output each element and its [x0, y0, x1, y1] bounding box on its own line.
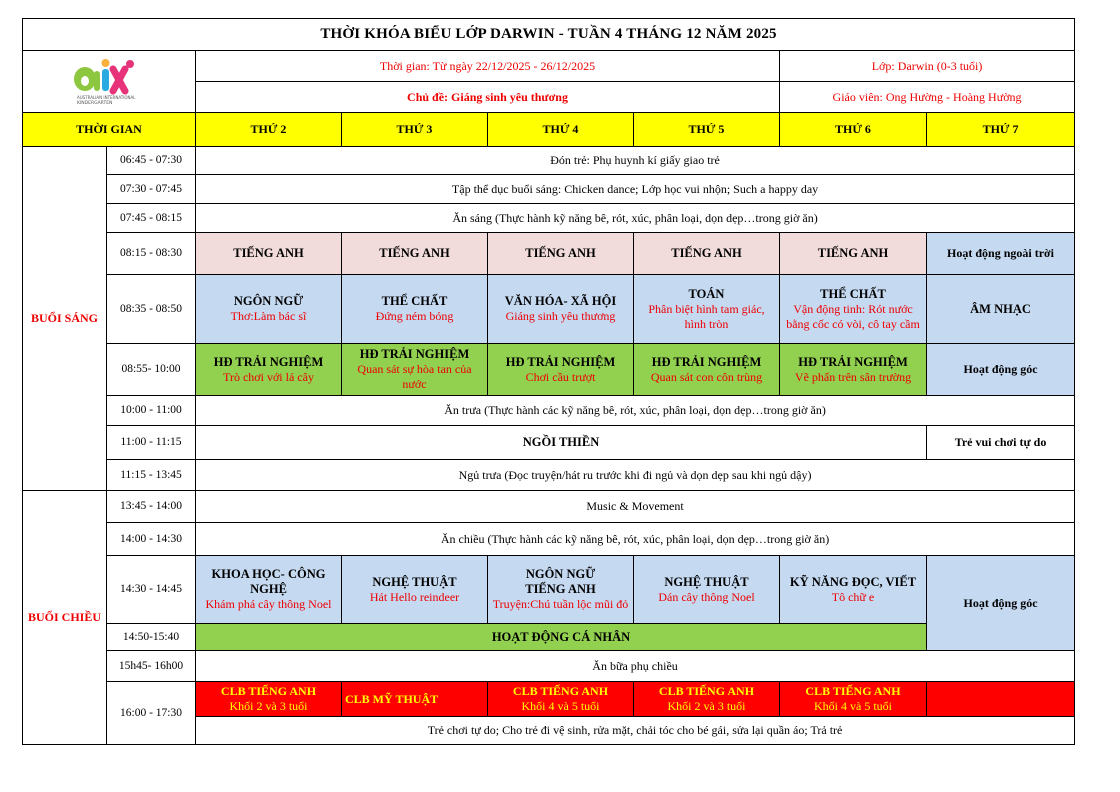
club-cell-empty [927, 682, 1075, 717]
subject-title: THỂ CHẤT [820, 286, 886, 301]
club-title: CLB TIẾNG ANH [220, 684, 317, 698]
meditation-row: NGỒI THIỀN [196, 426, 927, 460]
english-cell: TIẾNG ANH [780, 233, 927, 275]
class-name: Lớp: Darwin (0-3 tuổi) [780, 51, 1075, 82]
arrival-row: Đón trẻ: Phụ huynh kí giấy giao trẻ [196, 147, 1075, 175]
time-slot: 11:15 - 13:45 [107, 460, 196, 491]
snack-row: Ăn chiều (Thực hành các kỹ năng bê, rót, xúc, phân loại, dọn dẹp…trong giờ ăn) [196, 523, 1075, 556]
time-slot: 14:30 - 14:45 [107, 556, 196, 624]
experience-detail: Quan sát con côn trùng [650, 369, 763, 384]
breakfast-row: Ăn sáng (Thực hành kỹ năng bê, rót, xúc, phân loại, dọn dẹp…trong giờ ăn) [196, 204, 1075, 233]
afternoon-subject-cell [634, 556, 780, 624]
club-title: CLB MỸ THUẬT [345, 691, 439, 706]
subject-detail: Giáng sinh yêu thương [505, 309, 616, 323]
club-detail: Khối 4 và 5 tuổi [521, 699, 600, 713]
time-slot: 16:00 - 17:30 [107, 682, 196, 745]
experience-cell [488, 344, 634, 396]
experience-title: HĐ TRẢI NGHIỆM [359, 347, 470, 361]
club-title: CLB TIẾNG ANH [658, 684, 755, 698]
session-afternoon: BUỔI CHIỀU [23, 491, 107, 745]
subject-detail: Vận động tinh: Rót nước bằng cốc có vòi, cô tay cầm [786, 301, 920, 331]
subject-detail: Đứng ném bóng [375, 309, 454, 323]
time-slot: 14:50-15:40 [107, 624, 196, 651]
english-cell: TIẾNG ANH [488, 233, 634, 275]
exercise-row: Tập thể dục buổi sáng: Chicken dance; Lớp học vui nhộn; Such a happy day [196, 175, 1075, 204]
afternoon-subject-cell [196, 556, 342, 624]
header-day-wed: THỨ 4 [488, 113, 634, 147]
session-morning: BUỔI SÁNG [23, 147, 107, 491]
experience-detail: Trò chơi với lá cây [223, 369, 314, 384]
english-cell: TIẾNG ANH [196, 233, 342, 275]
club-title: CLB TIẾNG ANH [805, 684, 901, 698]
subject-detail: Hát Hello reindeer [369, 589, 460, 604]
timetable [22, 18, 1075, 745]
time-slot: 07:30 - 07:45 [107, 175, 196, 204]
subject-detail: Tô chữ e [831, 589, 875, 604]
afternoon-subject-cell [488, 556, 634, 624]
experience-cell [196, 344, 342, 396]
light-meal-row: Ăn bữa phụ chiều [196, 651, 1075, 682]
theme: Chủ đề: Giáng sinh yêu thương [196, 82, 780, 113]
time-slot: 14:00 - 14:30 [107, 523, 196, 556]
english-cell: TIẾNG ANH [634, 233, 780, 275]
experience-title: HĐ TRẢI NGHIỆM [651, 354, 762, 369]
subject-cell [342, 275, 488, 344]
music-movement-row: Music & Movement [196, 491, 1075, 523]
date-range: Thời gian: Từ ngày 22/12/2025 - 26/12/2025 [196, 51, 780, 82]
header-day-mon: THỨ 2 [196, 113, 342, 147]
afternoon-subject-cell [780, 556, 927, 624]
experience-title: HĐ TRẢI NGHIỆM [798, 354, 908, 369]
afternoon-subject-cell [342, 556, 488, 624]
subject-cell [780, 275, 927, 344]
experience-cell [634, 344, 780, 396]
subject-detail: Truyện:Chú tuần lộc mũi đỏ [492, 597, 629, 611]
subject-detail: Dán cây thông Noel [658, 589, 755, 604]
subject-title: KHOA HỌC- CÔNG NGHỆ [211, 567, 326, 596]
time-slot: 07:45 - 08:15 [107, 204, 196, 233]
subject-detail: Thơ:Làm bác sĩ [230, 309, 307, 323]
time-slot: 15h45- 16h00 [107, 651, 196, 682]
header-day-sat: THỨ 7 [927, 113, 1075, 147]
svg-text:AUSTRALIAN INTERNATIONAL: AUSTRALIAN INTERNATIONAL [77, 94, 136, 100]
subject-title: NGHỆ THUẬT [664, 574, 749, 589]
lunch-row: Ăn trưa (Thực hành các kỹ năng bê, rót, xúc, phân loại, dọn dẹp…trong giờ ăn) [196, 396, 1075, 426]
outdoor-activity-cell: Hoạt động ngoài trời [927, 233, 1075, 275]
club-cell [342, 682, 488, 717]
club-title: CLB TIẾNG ANH [512, 684, 609, 698]
nap-row: Ngủ trưa (Đọc truyện/hát ru trước khi đi ngủ và dọn dẹp sau khi ngủ dậy) [196, 460, 1075, 491]
experience-detail: Chơi cầu trượt [525, 369, 596, 384]
page-title: THỜI KHÓA BIỂU LỚP DARWIN - TUẦN 4 THÁNG 12 NĂM 2025 [23, 19, 1075, 51]
aik-logo-icon [69, 55, 149, 109]
subject-cell [488, 275, 634, 344]
subject-title: NGHỆ THUẬT [372, 574, 457, 589]
individual-activity-row: HOẠT ĐỘNG CÁ NHÂN [196, 624, 927, 651]
free-play-cell: Trẻ vui chơi tự do [927, 426, 1075, 460]
subject-cell [196, 275, 342, 344]
subject-title: NGÔN NGỮ TIẾNG ANH [525, 567, 596, 596]
experience-detail: Quan sát sự hòa tan của nước [357, 362, 472, 391]
subject-title: THỂ CHẤT [381, 294, 448, 308]
time-slot: 08:35 - 08:50 [107, 275, 196, 344]
english-cell: TIẾNG ANH [342, 233, 488, 275]
club-detail: Khối 4 và 5 tuổi [814, 699, 892, 713]
experience-cell [342, 344, 488, 396]
subject-title: NGÔN NGỮ [233, 294, 304, 308]
header-time: THỜI GIAN [23, 113, 196, 147]
subject-detail: Khám phá cây thông Noel [205, 597, 332, 611]
experience-cell [780, 344, 927, 396]
subject-cell [634, 275, 780, 344]
corner-activity-cell: Hoạt động góc [927, 344, 1075, 396]
header-day-fri: THỨ 6 [780, 113, 927, 147]
club-cell [196, 682, 342, 717]
experience-title: HĐ TRẢI NGHIỆM [505, 354, 616, 369]
svg-text:KINDERGARTEN: KINDERGARTEN [77, 100, 113, 106]
subject-title: TOÁN [688, 286, 725, 301]
teachers: Giáo viên: Ong Hường - Hoàng Hường [780, 82, 1075, 113]
club-detail: Khối 2 và 3 tuổi [229, 699, 308, 713]
subject-title: VĂN HÓA- XÃ HỘI [504, 294, 617, 308]
club-cell [488, 682, 634, 717]
time-slot: 10:00 - 11:00 [107, 396, 196, 426]
time-slot: 06:45 - 07:30 [107, 147, 196, 175]
header-day-thu: THỨ 5 [634, 113, 780, 147]
time-slot: 11:00 - 11:15 [107, 426, 196, 460]
club-cell [634, 682, 780, 717]
pickup-row: Trẻ chơi tự do; Cho trẻ đi vệ sinh, rửa mặt, chải tóc cho bé gái, sửa lại quần áo; Trả trẻ [196, 717, 1075, 745]
experience-detail: Vẽ phấn trên sân trường [794, 369, 912, 384]
subject-title: KỸ NĂNG ĐỌC, VIẾT [789, 574, 917, 589]
music-cell: ÂM NHẠC [927, 275, 1075, 344]
club-detail: Khối 2 và 3 tuổi [667, 699, 746, 713]
header-day-tue: THỨ 3 [342, 113, 488, 147]
time-slot: 08:15 - 08:30 [107, 233, 196, 275]
club-cell [780, 682, 927, 717]
school-logo [23, 51, 196, 113]
corner-activity-cell: Hoạt động góc [927, 556, 1075, 651]
experience-title: HĐ TRẢI NGHIỆM [213, 354, 324, 369]
time-slot: 08:55- 10:00 [107, 344, 196, 396]
subject-detail: Phân biệt hình tam giác, hình tròn [648, 301, 765, 331]
time-slot: 13:45 - 14:00 [107, 491, 196, 523]
